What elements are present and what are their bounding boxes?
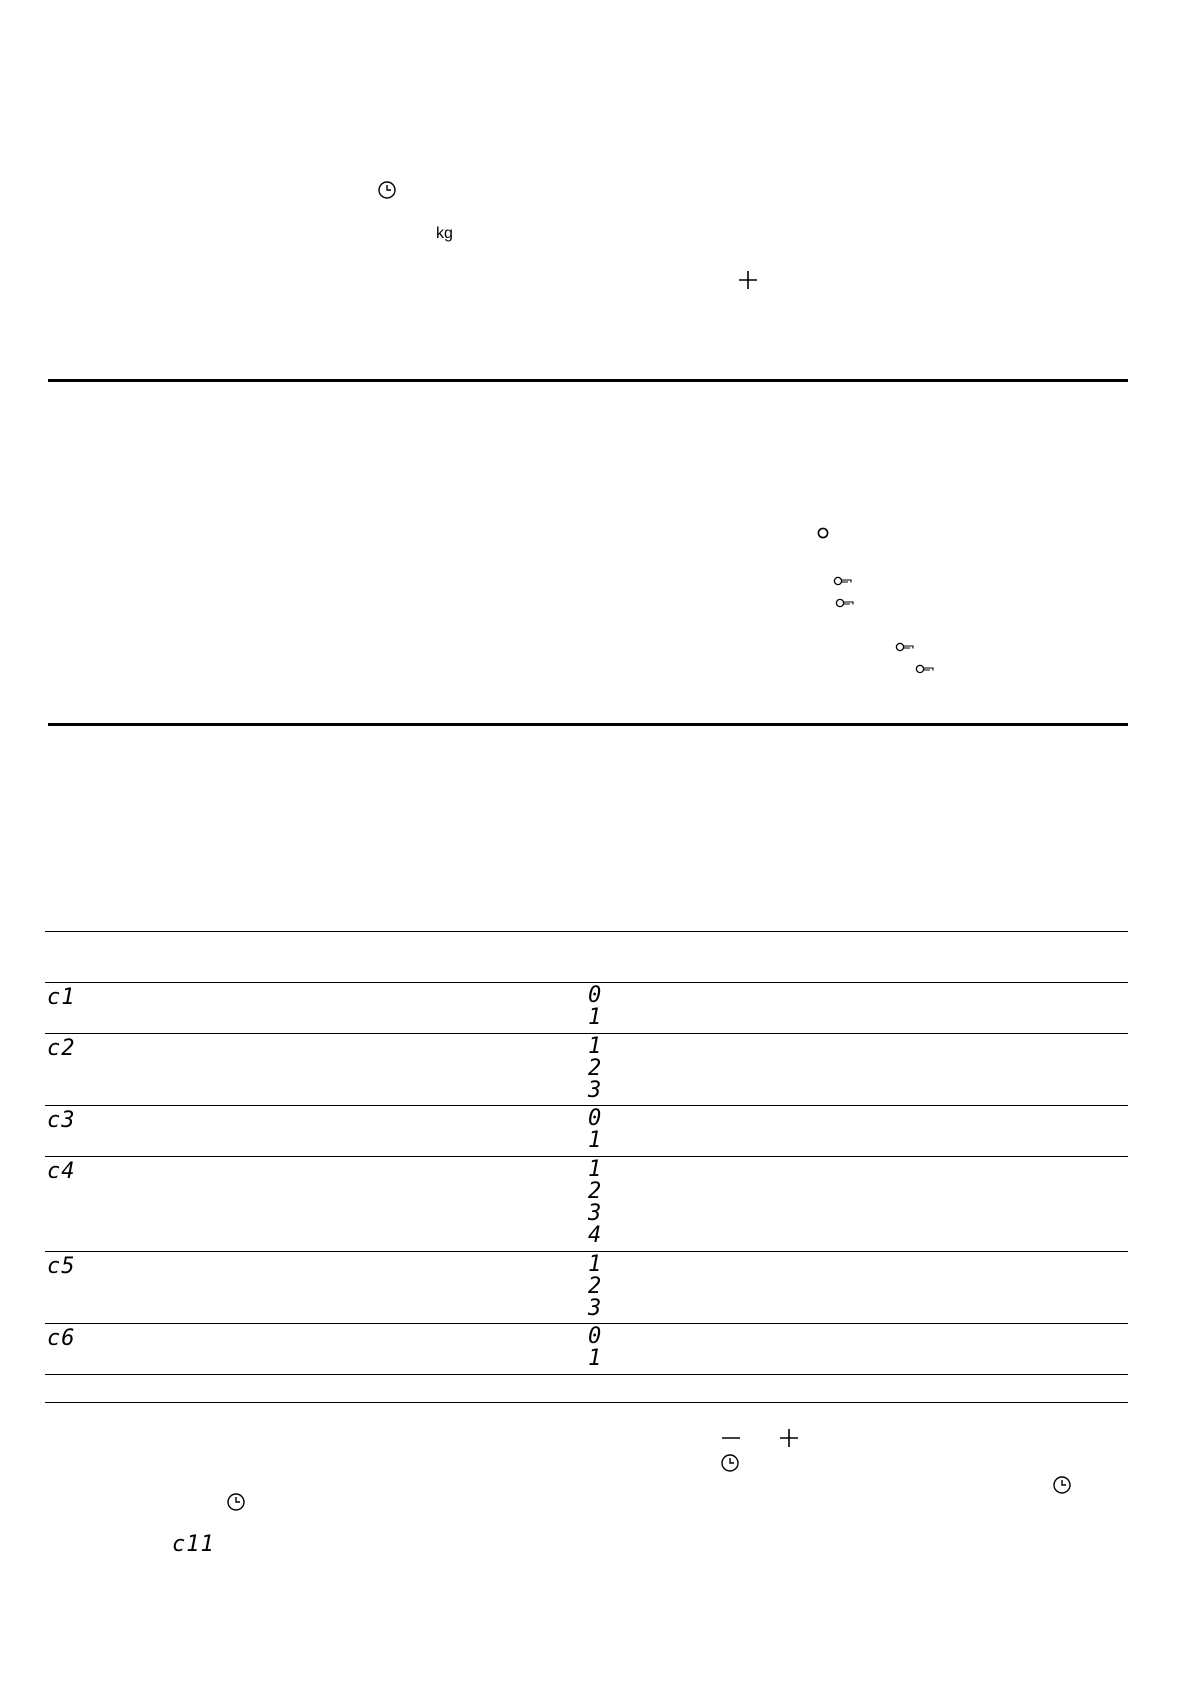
setting-value: 1: [588, 1034, 603, 1059]
setting-value: 0: [588, 1106, 603, 1131]
table-header-rule: [45, 931, 1128, 932]
section-divider-middle: [48, 723, 1128, 726]
ring-icon: [816, 526, 830, 540]
table-row-rule: [45, 1033, 1128, 1034]
setting-value: 0: [588, 983, 603, 1008]
table-row-rule: [45, 1156, 1128, 1157]
setting-value: 3: [588, 1078, 603, 1103]
plus-icon: [779, 1428, 799, 1448]
setting-value: 3: [588, 1201, 603, 1226]
setting-code: c5: [47, 1254, 76, 1279]
kg-label: kg: [436, 225, 453, 242]
setting-code: c6: [47, 1326, 76, 1351]
setting-value: 1: [588, 1005, 603, 1030]
setting-value: 0: [588, 1324, 603, 1349]
table-row-rule: [45, 982, 1128, 983]
setting-value: 2: [588, 1274, 603, 1299]
setting-value: 1: [588, 1252, 603, 1277]
setting-value: 1: [588, 1157, 603, 1182]
setting-value: 4: [588, 1223, 603, 1248]
setting-code: c3: [47, 1108, 76, 1133]
key-icon: [835, 597, 855, 609]
setting-code: c1: [47, 985, 76, 1010]
setting-value: 3: [588, 1296, 603, 1321]
section-divider-top: [48, 379, 1128, 382]
setting-value: 2: [588, 1179, 603, 1204]
minus-icon: [721, 1428, 741, 1448]
setting-value: 1: [588, 1346, 603, 1371]
table-footer-rule: [45, 1402, 1128, 1403]
setting-value: 2: [588, 1056, 603, 1081]
key-icon: [915, 663, 935, 675]
table-row-rule: [45, 1251, 1128, 1252]
table-row-rule: [45, 1105, 1128, 1106]
setting-value: 1: [588, 1128, 603, 1153]
setting-code: c2: [47, 1036, 76, 1061]
key-icon: [833, 575, 853, 587]
clock-icon: [1052, 1475, 1072, 1495]
setting-code-c11: c11: [172, 1532, 215, 1557]
table-row-rule: [45, 1323, 1128, 1324]
clock-icon: [226, 1492, 246, 1512]
clock-icon: [720, 1453, 740, 1473]
key-icon: [895, 641, 915, 653]
setting-code: c4: [47, 1159, 76, 1184]
plus-icon: [738, 270, 758, 290]
clock-icon: [377, 180, 397, 200]
table-row-rule: [45, 1374, 1128, 1375]
